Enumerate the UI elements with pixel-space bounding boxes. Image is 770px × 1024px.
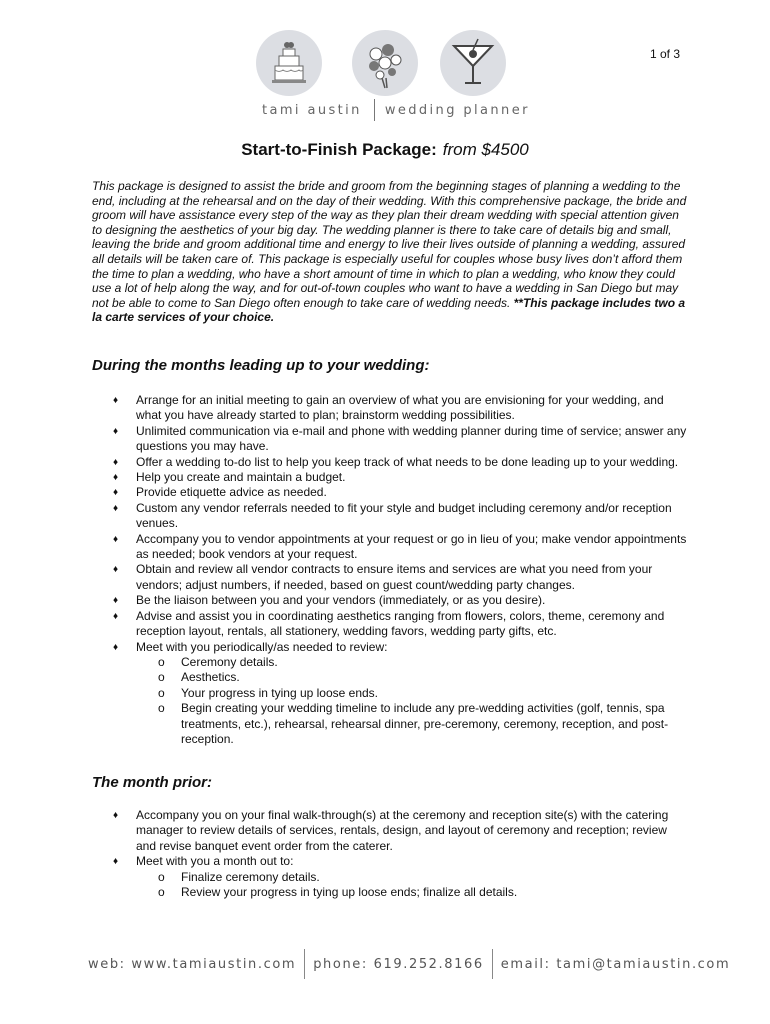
list-item [113, 485, 688, 500]
brand-line [262, 99, 530, 121]
list-item [113, 640, 688, 748]
list-item-text: Obtain and review all vendor contracts to ensure items and services are what you need from your vendors; adjust numbers, if needed, based on guest count/wedding party changes. [136, 562, 653, 592]
cake-icon [256, 30, 322, 96]
list-item-text: Meet with you a month out to: [136, 854, 294, 869]
list-item-text: Accompany you to vendor appointments at your request or go in lieu of you; make vendor appointments as needed; book vendors at your request. [136, 531, 687, 562]
footer-divider [492, 949, 493, 979]
circle-bullet-icon: o [158, 670, 165, 685]
list-item-text: Arrange for an initial meeting to gain an overview of what you are envisioning for your wedding, and what you have already started to plan; brainstorm wedding possibilities. [136, 393, 664, 423]
months-checklist [113, 393, 688, 747]
list-item [113, 532, 688, 563]
sub-list-item [136, 655, 688, 670]
diamond-bullet-icon: ♦ [113, 595, 119, 607]
section-heading-month-prior: The month prior: [92, 774, 212, 791]
list-item-text: Custom any vendor referrals needed to fit your style and budget including ceremony and/or reception venues. [136, 500, 672, 531]
circle-bullet-icon: o [158, 869, 165, 884]
intro-paragraph [92, 179, 692, 325]
title-main: Start-to-Finish Package: [241, 140, 437, 159]
diamond-bullet-icon: ♦ [113, 425, 119, 437]
sub-list-item [136, 670, 688, 685]
list-item-text: Meet with you periodically/as needed to review: [136, 639, 388, 654]
circle-bullet-icon: o [158, 654, 165, 669]
list-item [113, 593, 688, 608]
list-item [113, 562, 688, 593]
logo-group [256, 30, 516, 98]
diamond-bullet-icon: ♦ [113, 456, 119, 468]
diamond-bullet-icon: ♦ [113, 856, 119, 868]
sub-list [136, 655, 688, 747]
list-item-text: Provide etiquette advice as needed. [136, 485, 327, 500]
page-number: 1 of 3 [649, 47, 680, 61]
title-price: from $4500 [442, 140, 529, 159]
diamond-bullet-icon: ♦ [113, 487, 119, 499]
list-item-text: Advise and assist you in coordinating aesthetics ranging from flowers, colors, theme, ceremony and reception layout, rentals, all stationery, wedding favors, wedding party gifts, etc. [136, 608, 665, 639]
diamond-bullet-icon: ♦ [113, 533, 119, 545]
sub-list-item [136, 686, 688, 701]
circle-bullet-icon: o [158, 885, 165, 900]
brand-divider [374, 99, 375, 121]
sub-list-item-text: Begin creating your wedding timeline to include any pre-wedding activities (golf, tennis, spa treatments, etc.), rehearsal, rehearsal dinner, pre-ceremony, ceremony, reception, and post-reception. [181, 701, 669, 746]
brand-name: tami austin [262, 102, 362, 118]
list-item [113, 501, 688, 532]
sub-list-item [136, 870, 688, 885]
diamond-bullet-icon: ♦ [113, 472, 119, 484]
sub-list-item-text: Review your progress in tying up loose ends; finalize all details. [181, 885, 518, 900]
list-item-text: Offer a wedding to-do list to help you keep track of what needs to be done leading up to your wedding. [136, 454, 679, 469]
sub-list-item-text: Finalize ceremony details. [181, 869, 320, 884]
footer-contact [88, 949, 730, 979]
brand-role: wedding planner [384, 102, 530, 118]
footer-divider [304, 949, 305, 979]
sub-list-item-text: Aesthetics. [181, 670, 240, 685]
list-item-text: Be the liaison between you and your vendors (immediately, or as you desire). [136, 593, 546, 608]
list-item [113, 424, 688, 455]
diamond-bullet-icon: ♦ [113, 641, 119, 653]
diamond-bullet-icon: ♦ [113, 502, 119, 514]
list-item [113, 854, 688, 900]
list-item [113, 808, 688, 854]
section-heading-months: During the months leading up to your wedding: [92, 357, 430, 374]
footer-phone: phone: 619.252.8166 [313, 956, 484, 972]
month-prior-checklist [113, 808, 688, 900]
list-item [113, 470, 688, 485]
list-item [113, 609, 688, 640]
bouquet-icon [352, 30, 418, 96]
list-item [113, 393, 688, 424]
cocktail-icon [440, 30, 506, 96]
page-title [0, 140, 770, 160]
list-item-text: Accompany you on your final walk-through(s) at the ceremony and reception site(s) with the catering manager to review details of services, rentals, design, and layout of ceremony and reception; review and revise banquet event order from the caterer. [136, 808, 669, 853]
list-item-text: Help you create and maintain a budget. [136, 470, 346, 485]
list-item-text: Unlimited communication via e-mail and phone with wedding planner during time of service; answer any questions you may have. [136, 423, 687, 454]
list-item [113, 455, 688, 470]
footer-email: email: tami@tamiaustin.com [500, 956, 731, 972]
diamond-bullet-icon: ♦ [113, 810, 119, 821]
circle-bullet-icon: o [158, 685, 165, 700]
diamond-bullet-icon: ♦ [113, 395, 119, 406]
circle-bullet-icon: o [158, 701, 165, 716]
intro-bold-note: **This package includes two a la carte services of your choice. [92, 295, 686, 325]
diamond-bullet-icon: ♦ [113, 564, 119, 576]
sub-list-item [136, 701, 688, 747]
intro-text: This package is designed to assist the bride and groom from the beginning stages of planning a wedding to the end, including at the rehearsal and on the day of their wedding. With this comprehensive package, the bride and groom will have assistance every step of the way as they plan their dream wedding with special attention given to designing the aesthetics of your big day. The wedding planner is there to take care of details big and small, leaving the bride and groom additional time and energy to live their lives outside of planning a wedding, assured all details will be taken care of. This package is especially useful for couples whose busy lives don’t afford them the time to plan a wedding, who have a short amount of time in which to plan a wedding, who know they could use a lot of help along the way, and for out-of-town couples who want to have a wedding in San Diego but may not be able to come to San Diego often enough to take care of wedding needs. [92, 179, 687, 310]
sub-list-item-text: Your progress in tying up loose ends. [181, 685, 379, 700]
diamond-bullet-icon: ♦ [113, 610, 119, 622]
sub-list-item-text: Ceremony details. [181, 654, 278, 669]
sub-list-item [136, 885, 688, 900]
footer-web: web: www.tamiaustin.com [88, 956, 297, 972]
sub-list [136, 870, 688, 901]
